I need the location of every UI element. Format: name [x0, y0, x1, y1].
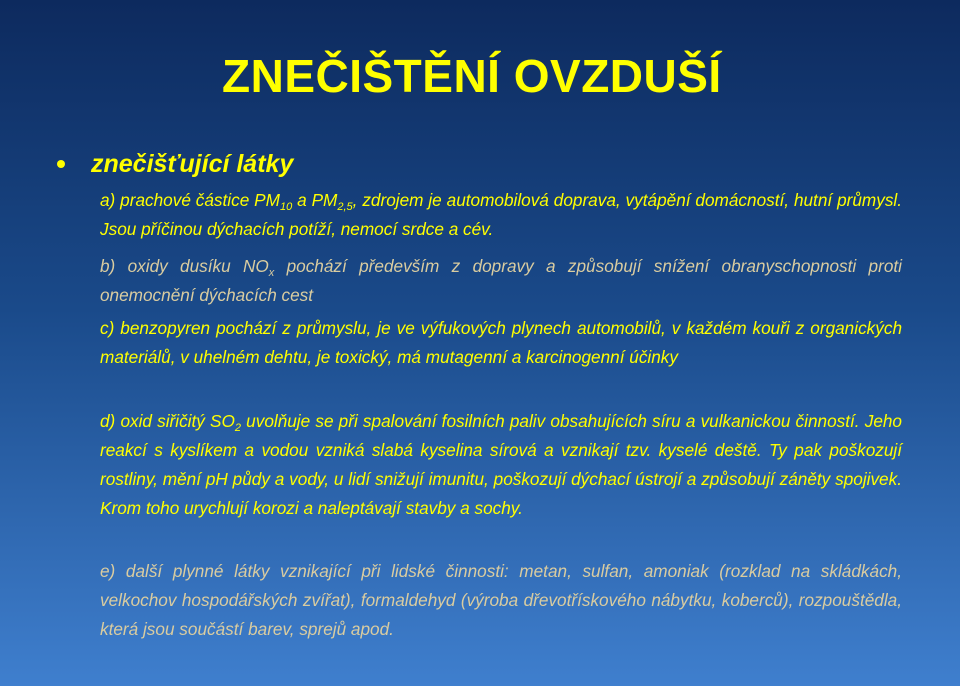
paragraph-d-text-1: d) oxid siřičitý SO	[100, 411, 235, 431]
paragraph-d-text-2: uvolňuje se při spalování fosilních paliv obsahujících síru a vulkanickou činností. Jeho reakcí s kyslíkem a vodou vzniká slabá kyselina sírová a vznikají tzv. kyselé deště. Ty pak poškozují rostliny, mění pH půdy a vody, u lidí snižují imunitu, poškozují dýchací ústrojí a způsobují záněty spojivek. Krom toho urychlují korozi a naleptávají stavby a sochy.	[100, 411, 902, 518]
paragraph-a	[100, 186, 902, 244]
paragraph-e: e) další plynné látky vznikající při lidské činnosti: metan, sulfan, amoniak (rozklad na skládkách, velkochov hospodářských zvířat), formaldehyd (výroba dřevotřískového nábytku, koberců), rozpouštědla, která jsou součástí barev, sprejů apod.	[100, 561, 902, 639]
paragraph-a-subscript-1: 10	[279, 201, 293, 213]
paragraph-a-text-2: a PM	[292, 190, 338, 210]
paragraph-b	[100, 252, 902, 310]
paragraph-a-subscript-2: 2,5	[337, 201, 353, 213]
paragraph-a-text-3: , zdrojem je automobilová doprava, vytápění domácností, hutní průmysl. Jsou příčinou dýchacích potíží, nemocí srdce a cév.	[100, 190, 903, 239]
paragraph-d-subscript-1: 2	[234, 422, 241, 434]
slide-title: ZNEČIŠTĚNÍ OVZDUŠÍ	[222, 50, 722, 102]
bullet-dot-icon	[57, 160, 65, 168]
paragraph-a-text-1: a) prachové částice PM	[100, 190, 280, 210]
paragraph-d	[100, 407, 902, 523]
paragraph-b-subscript-1: x	[268, 267, 275, 279]
bullet-item	[57, 146, 293, 182]
paragraph-c: c) benzopyren pochází z průmyslu, je ve výfukových plynech automobilů, v každém kouři z organických materiálů, v uhelném dehtu, je toxický, má mutagenní a karcinogenní účinky	[100, 318, 902, 367]
paragraph-b-text-2: pochází především z dopravy a způsobují snížení obranyschopnosti proti onemocnění dýchacích cest	[100, 256, 902, 305]
paragraph-b-text-1: b) oxidy dusíku NO	[100, 256, 269, 276]
bullet-text: znečišťující látky	[91, 150, 294, 178]
